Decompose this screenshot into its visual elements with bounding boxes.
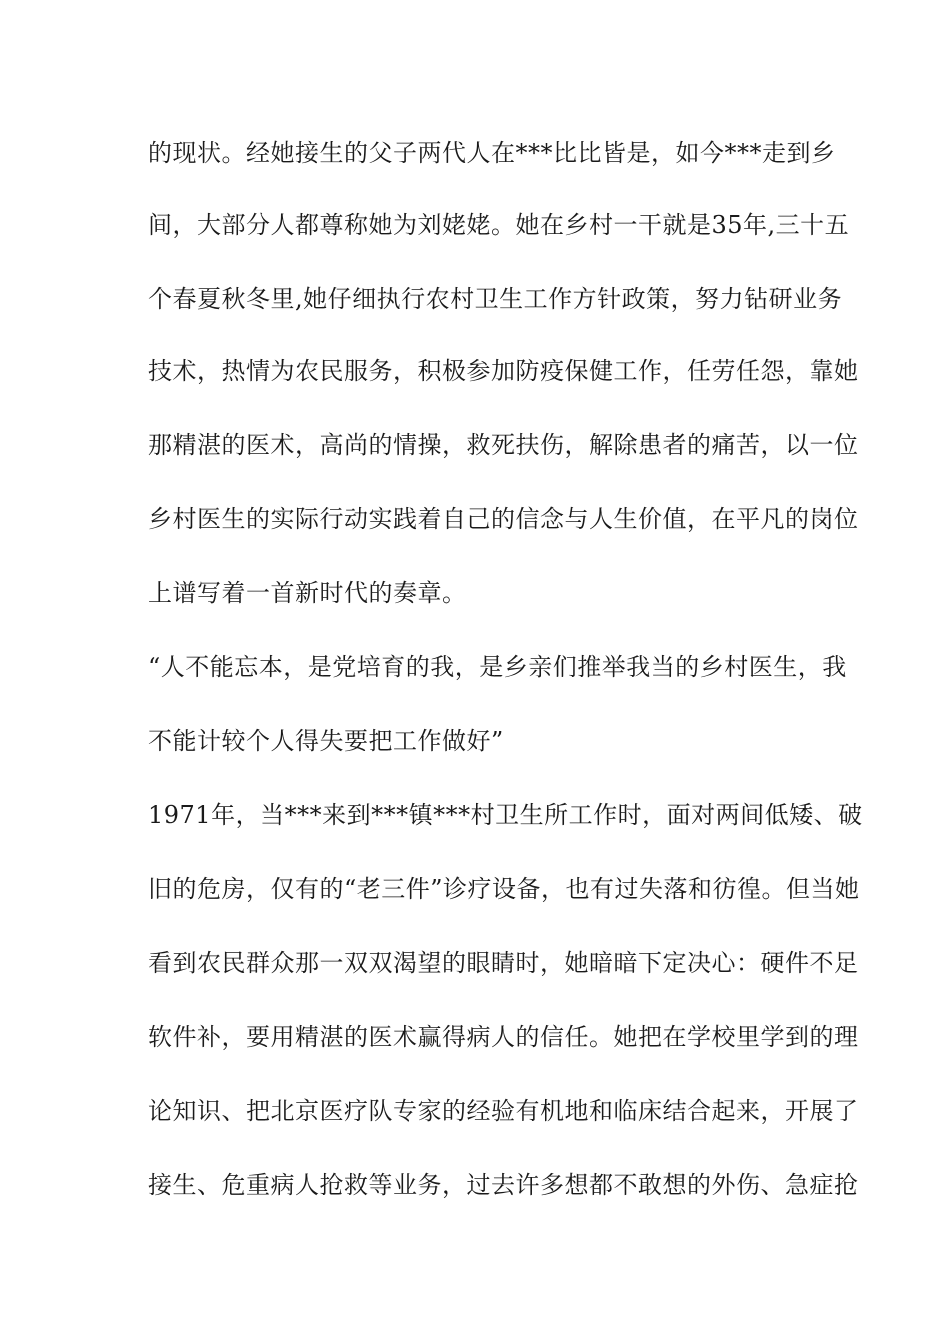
text-line: 1971年，当***来到***镇***村卫生所工作时，面对两间低矮、破 xyxy=(148,801,863,829)
text-line: 技术，热情为农民服务，积极参加防疫保健工作，任劳任怨，靠她 xyxy=(148,357,859,385)
text-line: 那精湛的医术，高尚的情操，救死扶伤，解除患者的痛苦，以一位 xyxy=(148,431,859,459)
text-line: 旧的危房，仅有的“老三件”诊疗设备，也有过失落和彷徨。但当她 xyxy=(148,875,860,903)
text-line: 的现状。经她接生的父子两代人在***比比皆是，如今***走到乡 xyxy=(148,139,836,167)
text-line: 上谱写着一首新时代的奏章。 xyxy=(148,579,467,607)
text-line: 个春夏秋冬里,她仔细执行农村卫生工作方针政策，努力钻研业务 xyxy=(148,285,843,313)
text-line: 论知识、把北京医疗队专家的经验有机地和临床结合起来，开展了 xyxy=(148,1097,859,1125)
quote-line: 不能计较个人得失要把工作做好” xyxy=(148,727,504,755)
text-line: 间，大部分人都尊称她为刘姥姥。她在乡村一干就是35年,三十五 xyxy=(148,211,850,239)
text-line: 乡村医生的实际行动实践着自己的信念与人生价值，在平凡的岗位 xyxy=(148,505,859,533)
text-line: 看到农民群众那一双双渴望的眼睛时，她暗暗下定决心：硬件不足 xyxy=(148,949,859,977)
text-line: 软件补，要用精湛的医术赢得病人的信任。她把在学校里学到的理 xyxy=(148,1023,859,1051)
text-line: 接生、危重病人抢救等业务，过去许多想都不敢想的外伤、急症抢 xyxy=(148,1171,859,1199)
quote-line: “人不能忘本，是党培育的我，是乡亲们推举我当的乡村医生，我 xyxy=(148,653,847,681)
